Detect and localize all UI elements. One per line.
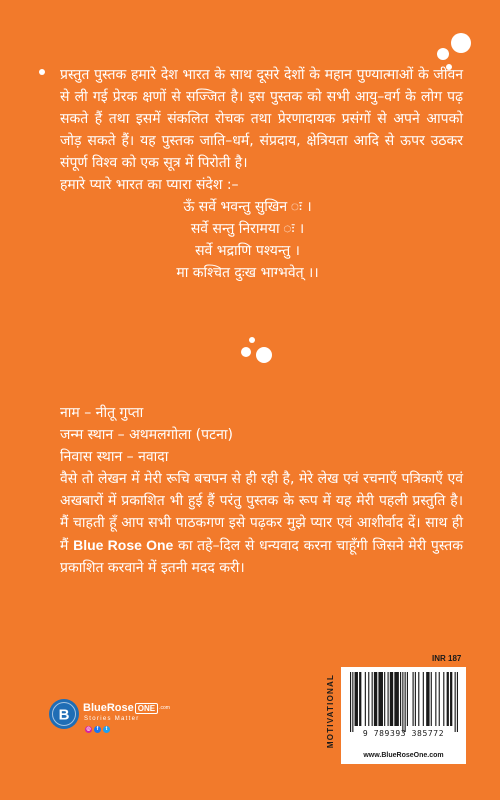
publisher-name-suffix: ONE xyxy=(135,703,158,714)
barcode-bar xyxy=(450,672,452,726)
shloka-line: सर्वे सन्तु निरामया ः । xyxy=(190,221,305,237)
barcode-bar xyxy=(443,672,444,726)
barcode-bar xyxy=(350,672,351,732)
author-bio-text: वैसे तो लेखन में मेरी रूचि बचपन से ही रही है, मेरे लेख एवं रचनाएँ पत्रिकाएँ एवं अखबारों में प्रकाशित भी हुई हैं परंतु पुस्तक के रूप में यह मेरी पहली प्रस्तुति है। मैं चाहती हूँ आप सभी पाठकगण इसे पढ़कर मुझे प्यार एवं आशीर्वाद दें। साथ ही मैं xyxy=(60,471,463,554)
author-bio-text: का तहे–दिल से धन्यवाद करना चाहूँगी जिसने मेरी पुस्तक प्रकाशित करवाने में इतनी मदद करी। xyxy=(60,538,463,576)
barcode-bar xyxy=(390,672,393,726)
shloka-line: ऊँ सर्वे भवन्तु सुखिन ः । xyxy=(183,199,312,215)
publisher-name xyxy=(83,702,170,714)
barcode-bar xyxy=(405,672,406,732)
twitter-icon: t xyxy=(103,726,110,733)
publisher-website: www.BlueRoseOne.com xyxy=(363,752,444,759)
author-name: नाम – नीतू गुप्ता xyxy=(60,405,144,421)
barcode-bar xyxy=(384,672,385,726)
publisher-name-main: BlueRose xyxy=(83,702,134,714)
barcode-bar xyxy=(435,672,436,726)
barcode-panel xyxy=(341,667,466,764)
barcode-bar xyxy=(378,672,383,726)
author-bio-publisher: Blue Rose One xyxy=(73,537,174,553)
shloka-line: सर्वे भद्राणि पश्यन्तु । xyxy=(195,243,300,259)
bluerose-logo-icon xyxy=(48,698,80,730)
author-birthplace: जन्म स्थान – अथमलगोला (पटना) xyxy=(60,427,233,443)
barcode-bar xyxy=(352,672,353,732)
barcode-bar xyxy=(455,672,456,732)
price-label: INR 187 xyxy=(432,654,462,663)
barcode-bar xyxy=(355,672,358,726)
barcode-bar xyxy=(359,672,361,726)
logo-letter: B xyxy=(58,706,70,724)
barcode-bar xyxy=(407,672,408,726)
barcode-bar xyxy=(426,672,429,726)
facebook-icon: f xyxy=(94,726,101,733)
barcode-bar xyxy=(413,672,414,726)
barcode-digits: 9 789393 385772 xyxy=(362,729,445,738)
genre-label: MOTIVATIONAL xyxy=(326,673,335,749)
decorative-dot-small xyxy=(39,69,45,75)
barcode-bar xyxy=(431,672,432,726)
barcode-bar xyxy=(374,672,377,726)
publisher-domain-suffix: .com xyxy=(159,705,170,711)
barcode-bar xyxy=(423,672,424,726)
barcode-bar xyxy=(439,672,440,726)
decorative-dot-medium xyxy=(437,48,449,60)
social-icons xyxy=(85,726,110,733)
barcode-bar xyxy=(394,672,399,726)
barcode-bar xyxy=(368,672,369,726)
synopsis-section xyxy=(60,64,463,284)
barcode-bar xyxy=(365,672,366,726)
decorative-dot-large xyxy=(256,347,272,363)
barcode-bar xyxy=(372,672,373,726)
isbn-barcode xyxy=(350,672,458,732)
shloka xyxy=(60,196,463,284)
barcode-bar xyxy=(402,672,403,732)
barcode-bar xyxy=(418,672,419,726)
decorative-dot-small xyxy=(249,337,255,343)
barcode-bar xyxy=(457,672,458,732)
barcode-bar xyxy=(415,672,416,726)
barcode-bar xyxy=(400,672,401,726)
shloka-line: मा कश्चित दुःख भाग्भवेत् ।। xyxy=(176,265,319,281)
author-residence: निवास स्थान – नवादा xyxy=(60,449,169,465)
synopsis-paragraph: प्रस्तुत पुस्तक हमारे देश भारत के साथ दूसरे देशों के महान पुण्यात्माओं के जीवन से ली गई प्रेरक क्षणों से सज्जित है। इस पुस्तक को सभी आयु–वर्ग के लोग पढ़ सकते हैं तथा इसमें संकलित रोचक तथा प्रेरणादायक प्रसंगों से अपने आपको जोड़ सकते हैं। यह पुस्तक जाति–धर्म, संप्रदाय, क्षेत्रियता आदि से ऊपर उठकर संपूर्ण विश्व को एक सूत्र में पिरोती है। xyxy=(60,67,463,171)
decorative-dot-large xyxy=(451,33,471,53)
author-bio xyxy=(60,468,463,579)
barcode-bar xyxy=(447,672,449,726)
author-section xyxy=(60,402,463,579)
message-intro: हमारे प्यारे भारत का प्यारा संदेश :– xyxy=(60,177,239,193)
publisher-tagline: Stories Matter xyxy=(84,716,140,722)
decorative-dot-medium xyxy=(241,347,251,357)
barcode-bar xyxy=(388,672,389,726)
instagram-icon: ◎ xyxy=(86,726,91,732)
